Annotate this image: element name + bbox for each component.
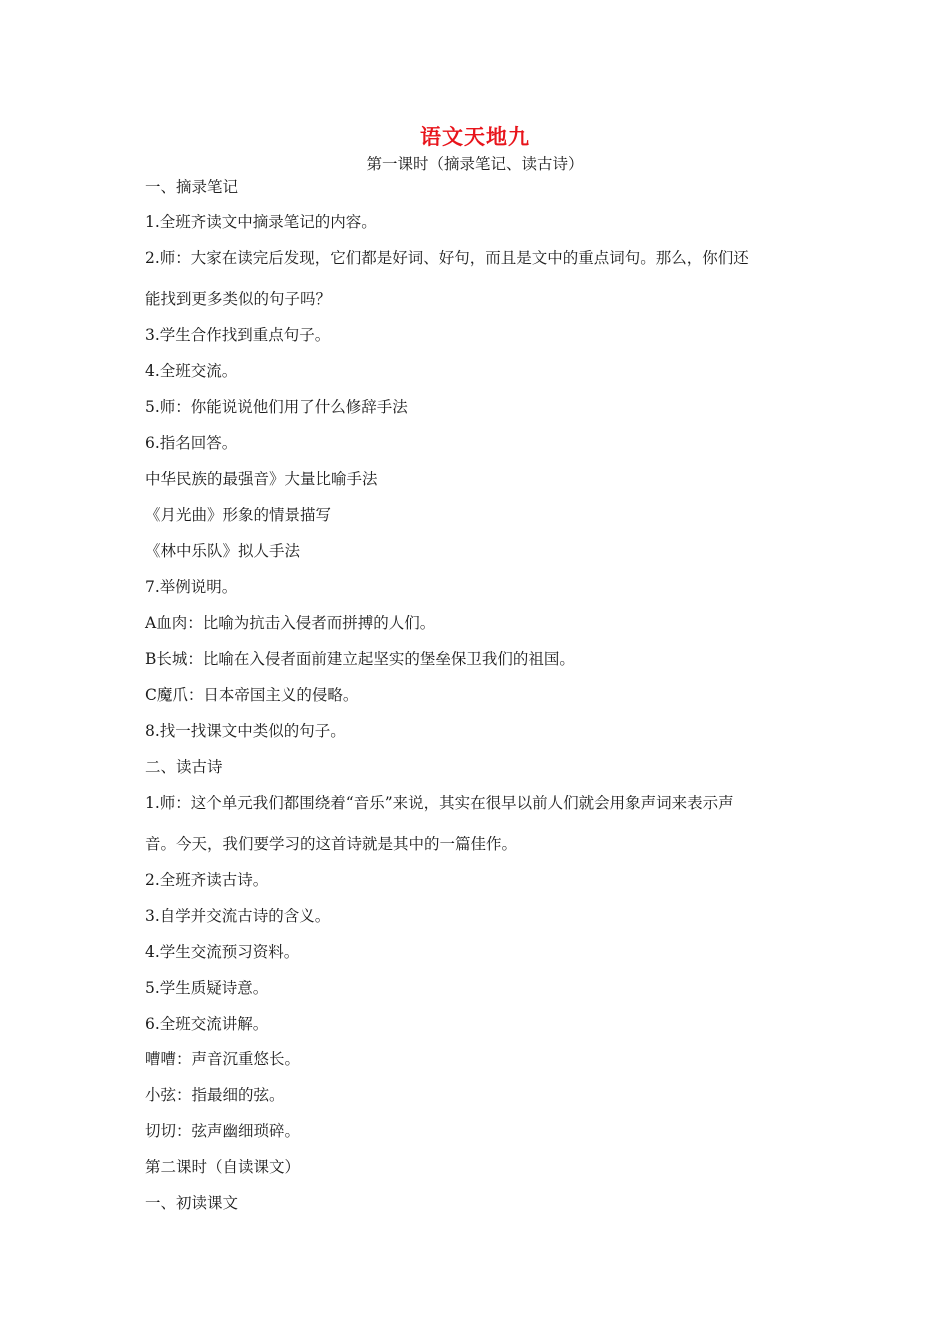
paragraph-line: 《月光曲》形象的情景描写 — [145, 506, 332, 524]
paragraph-line: 1.师：这个单元我们都围绕着“音乐”来说，其实在很早以前人们就会用象声词来表示声 — [145, 794, 734, 812]
paragraph-line: 2.全班齐读古诗。 — [145, 871, 269, 889]
paragraph-line: 6.指名回答。 — [145, 434, 238, 452]
paragraph-line: 7.举例说明。 — [145, 578, 238, 596]
paragraph-line: 4.学生交流预习资料。 — [145, 943, 300, 961]
section-heading: 第二课时（自读课文） — [145, 1158, 301, 1176]
paragraph-line: 5.师：你能说说他们用了什么修辞手法 — [145, 398, 408, 416]
paragraph-line: 切切：弦声幽细琐碎。 — [145, 1122, 301, 1140]
paragraph-line: B长城：比喻在入侵者面前建立起坚实的堡垒保卫我们的祖国。 — [145, 650, 575, 668]
paragraph-line: 嘈嘈：声音沉重悠长。 — [145, 1050, 301, 1068]
paragraph-line: 8.找一找课文中类似的句子。 — [145, 722, 346, 740]
page-title: 语文天地九 — [420, 124, 530, 149]
paragraph-line: 能找到更多类似的句子吗？ — [145, 290, 332, 308]
paragraph-line: 1.全班齐读文中摘录笔记的内容。 — [145, 213, 377, 231]
section-heading: 一、初读课文 — [145, 1194, 239, 1212]
paragraph-line: 小弦：指最细的弦。 — [145, 1086, 285, 1104]
paragraph-line: 《林中乐队》拟人手法 — [145, 542, 301, 560]
paragraph-line: 音。今天，我们要学习的这首诗就是其中的一篇佳作。 — [145, 835, 518, 853]
paragraph-line: 3.自学并交流古诗的含义。 — [145, 907, 331, 925]
paragraph-line: A血肉：比喻为抗击入侵者而拼搏的人们。 — [145, 614, 436, 632]
section-heading: 二、读古诗 — [145, 758, 223, 776]
paragraph-line: 6.全班交流讲解。 — [145, 1015, 269, 1033]
page-subtitle: 第一课时（摘录笔记、读古诗） — [366, 155, 584, 173]
paragraph-line: 5.学生质疑诗意。 — [145, 979, 269, 997]
paragraph-line: C魔爪：日本帝国主义的侵略。 — [145, 686, 359, 704]
paragraph-line: 4.全班交流。 — [145, 362, 238, 380]
paragraph-line: 3.学生合作找到重点句子。 — [145, 326, 331, 344]
paragraph-line: 中华民族的最强音》大量比喻手法 — [145, 470, 378, 488]
paragraph-line: 2.师：大家在读完后发现，它们都是好词、好句，而且是文中的重点词句。那么，你们还 — [145, 249, 749, 267]
section-heading: 一、摘录笔记 — [145, 178, 239, 196]
